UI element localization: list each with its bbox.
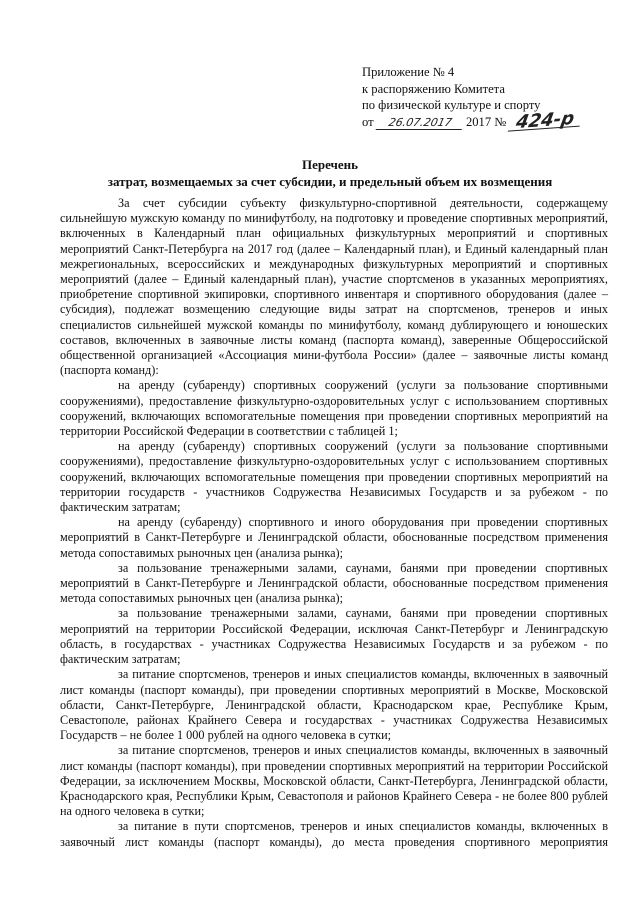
appendix-order-line: к распоряжению Комитета [362,81,505,96]
year-number-label: 2017 № [465,114,507,129]
intro-paragraph: За счет субсидии субъекту физкультурно-спортивной деятельности, содержащему сильнейшую мужскую команду по минифутболу, на подготовку и проведение спортивных мероприятий, включенных в Календарный план официальных физкультурных мероприятий и спортивных мероприятий Санкт-Петербурга на 2017 год (далее – Календарный план), и Единый календарный план межрегиональных, всероссийских и международных физкультурных мероприятий и спортивных мероприятий (далее – Единый календарный план), участие спортсменов в указанных мероприятиях, приобретение спортивной экипировки, спортивного инвентаря и спортивного оборудования (далее – субсидия), подлежат возмещению следующие виды затрат на спортсменов, тренеров и иных специалистов сильнейшей мужской команды по минифутболу, команд дублирующего и юношеских составов, включенных в заявочные листы команд (паспорта команд), заверенные Общероссийской общественной организацией «Ассоциация мини-футбола России» (далее – заявочные листы команд (паспорта команд): [60,196,608,378]
title-line-2: затрат, возмещаемых за счет субсидии, и предельный объем их возмещения [107,174,553,189]
list-item: на аренду (субаренду) спортивных сооружений (услуги за пользование спортивными сооружениями), предоставление физкультурно-оздоровительных услуг с использованием спортивных сооружений, включающих вспомогательные помещения при проведении спортивных мероприятий на территории государств - участников Содружества Независимых Государств и за рубежом - по фактическим затратам; [60,439,608,515]
list-item: за питание в пути спортсменов, тренеров и иных специалистов команды, включенных в заявочный лист команды (паспорт команды), до места проведения спортивного мероприятия [60,819,608,849]
ot-label: от [362,114,374,129]
title-line-1: Перечень [301,157,359,172]
list-item: за питание спортсменов, тренеров и иных специалистов команды, включенных в заявочный лист команды (паспорт команды), при проведении спортивных мероприятий в Москве, Московской области, Санкт-Петербурге, Ленинградской области, Краснодарском крае, Республике Крым, Севастополе, районах Крайнего Севера и государствах - участниках Содружества Независимых Государств – не более 1 000 рублей на одного человека в сутки; [60,667,608,743]
handwritten-order-number: 424-р [508,111,583,131]
list-item: за пользование тренажерными залами, саунами, банями при проведении спортивных мероприятий на территории Российской Федерации, исключая Санкт-Петербург и Ленинградскую область, в государствах - участниках Содружества Независимых Государств и за рубежом - по фактическим затратам; [60,606,608,667]
handwritten-date: 26.07.2017 [375,117,464,130]
list-item: за питание спортсменов, тренеров и иных специалистов команды, включенных в заявочный лист команды (паспорт команды), при проведении спортивных мероприятий на территории Российской Федерации, за исключением Москвы, Московской области, Санкт-Петербурга, Ленинградской области, Краснодарского края, Республики Крым, Севастополя и районов Крайнего Севера - не более 800 рублей на одного человека в сутки; [60,743,608,819]
list-item: на аренду (субаренду) спортивных сооружений (услуги за пользование спортивными сооружениями), предоставление физкультурно-оздоровительных услуг с использованием спортивных сооружений, включающих вспомогательные помещения при проведении спортивных мероприятий на территории Российской Федерации в соответствии с таблицей 1; [60,378,608,439]
appendix-date-number-line [362,107,602,133]
document-body [60,196,608,850]
list-item: на аренду (субаренду) спортивного и иного оборудования при проведении спортивных мероприятий в Санкт-Петербурге и Ленинградской области, обоснованные посредством применения метода сопоставимых рыночных цен (анализа рынка); [60,515,608,560]
appendix-committee-line: по физической культуре и спорту [362,98,541,113]
appendix-number: Приложение № 4 [362,65,455,79]
appendix-header [362,64,602,133]
list-item: за пользование тренажерными залами, саунами, банями при проведении спортивных мероприятий в Санкт-Петербурге и Ленинградской области, обоснованные посредством применения метода сопоставимых рыночных цен (анализа рынка); [60,560,608,606]
document-title [80,156,580,190]
